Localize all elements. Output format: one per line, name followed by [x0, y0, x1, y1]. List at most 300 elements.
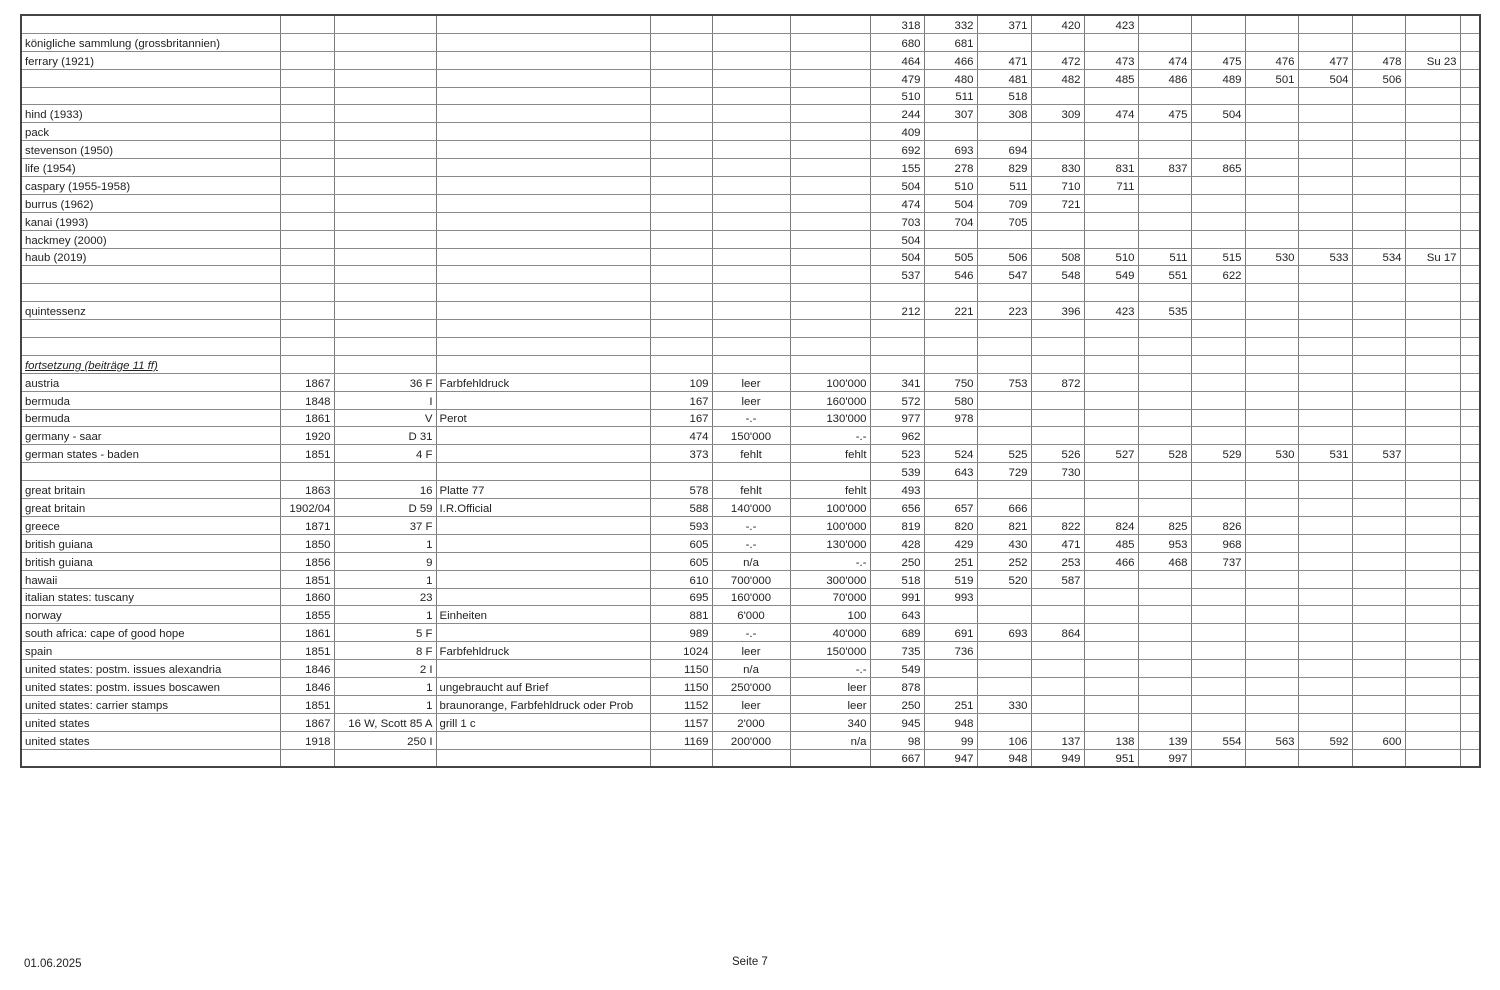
row-label-cell — [21, 338, 280, 356]
table-cell: 466 — [924, 51, 977, 69]
table-cell — [1138, 677, 1191, 695]
table-cell — [712, 105, 790, 123]
table-cell: Su 17 — [1405, 248, 1460, 266]
table-cell: 223 — [977, 302, 1031, 320]
table-cell: 656 — [870, 499, 924, 517]
table-cell — [436, 212, 650, 230]
table-row — [21, 302, 1480, 320]
table-cell — [1191, 624, 1245, 642]
table-cell: 100'000 — [790, 516, 870, 534]
sheet-body — [21, 15, 1480, 767]
table-cell — [1031, 284, 1084, 302]
table-cell — [280, 177, 334, 195]
table-cell: 695 — [650, 588, 712, 606]
table-cell — [1298, 15, 1352, 33]
table-cell — [436, 338, 650, 356]
table-cell: 4 F — [334, 445, 436, 463]
table-row — [21, 570, 1480, 588]
table-cell — [1352, 588, 1405, 606]
table-row — [21, 248, 1480, 266]
table-cell: 300'000 — [790, 570, 870, 588]
table-row — [21, 677, 1480, 695]
table-cell — [1084, 713, 1138, 731]
table-row — [21, 266, 1480, 284]
table-cell: -.- — [790, 552, 870, 570]
table-cell — [280, 248, 334, 266]
table-cell: leer — [790, 677, 870, 695]
table-cell — [436, 427, 650, 445]
table-cell — [1191, 463, 1245, 481]
table-cell — [1298, 355, 1352, 373]
table-cell — [977, 481, 1031, 499]
table-cell — [1460, 194, 1480, 212]
table-cell — [334, 302, 436, 320]
table-cell: 1152 — [650, 695, 712, 713]
table-cell — [712, 194, 790, 212]
table-cell — [924, 230, 977, 248]
table-cell: 23 — [334, 588, 436, 606]
table-cell — [712, 33, 790, 51]
table-cell — [1245, 499, 1298, 517]
table-cell: 1150 — [650, 660, 712, 678]
table-cell — [1191, 338, 1245, 356]
table-row — [21, 713, 1480, 731]
table-cell: 534 — [1352, 248, 1405, 266]
table-cell: 510 — [1084, 248, 1138, 266]
table-cell: 537 — [1352, 445, 1405, 463]
table-cell: 479 — [870, 69, 924, 87]
table-cell — [1352, 373, 1405, 391]
table-cell — [1460, 731, 1480, 749]
table-cell — [1191, 230, 1245, 248]
table-cell: 100'000 — [790, 499, 870, 517]
table-cell — [1138, 284, 1191, 302]
table-cell — [650, 230, 712, 248]
table-cell: 691 — [924, 624, 977, 642]
table-cell — [1191, 320, 1245, 338]
table-cell — [1405, 123, 1460, 141]
table-cell — [924, 338, 977, 356]
table-cell — [712, 87, 790, 105]
table-cell — [1352, 660, 1405, 678]
table-cell — [334, 266, 436, 284]
table-row — [21, 159, 1480, 177]
table-cell: 563 — [1245, 731, 1298, 749]
table-cell — [712, 749, 790, 767]
table-cell — [1245, 552, 1298, 570]
table-cell — [1084, 373, 1138, 391]
table-cell: 878 — [870, 677, 924, 695]
table-cell — [1352, 552, 1405, 570]
table-cell — [1298, 194, 1352, 212]
table-row — [21, 445, 1480, 463]
table-cell: 949 — [1031, 749, 1084, 767]
table-cell — [790, 33, 870, 51]
table-cell — [1405, 624, 1460, 642]
table-cell: fehlt — [712, 445, 790, 463]
table-cell: 1024 — [650, 642, 712, 660]
table-cell — [1031, 660, 1084, 678]
table-cell — [1298, 391, 1352, 409]
table-cell: 547 — [977, 266, 1031, 284]
table-cell — [280, 105, 334, 123]
table-cell: 643 — [870, 606, 924, 624]
table-cell: 429 — [924, 534, 977, 552]
row-label-cell: caspary (1955-1958) — [21, 177, 280, 195]
table-cell — [1460, 212, 1480, 230]
table-cell — [1031, 499, 1084, 517]
table-cell — [1031, 427, 1084, 445]
table-cell — [1191, 409, 1245, 427]
table-cell: 694 — [977, 141, 1031, 159]
row-label-cell: great britain — [21, 499, 280, 517]
table-cell — [1245, 141, 1298, 159]
table-row — [21, 588, 1480, 606]
table-cell — [1298, 177, 1352, 195]
table-cell: 480 — [924, 69, 977, 87]
row-label-cell: fortsetzung (beiträge 11 ff) — [21, 355, 280, 373]
table-cell — [436, 660, 650, 678]
table-cell: 2 I — [334, 660, 436, 678]
table-cell: 588 — [650, 499, 712, 517]
table-cell — [924, 427, 977, 445]
table-cell — [1460, 695, 1480, 713]
table-cell — [1298, 624, 1352, 642]
table-cell: 977 — [870, 409, 924, 427]
table-cell — [1245, 87, 1298, 105]
table-cell — [1298, 570, 1352, 588]
table-cell: 371 — [977, 15, 1031, 33]
table-cell — [280, 463, 334, 481]
table-cell: 16 — [334, 481, 436, 499]
table-cell — [1245, 212, 1298, 230]
table-cell: 70'000 — [790, 588, 870, 606]
table-cell — [712, 302, 790, 320]
table-cell — [1191, 427, 1245, 445]
table-cell — [712, 212, 790, 230]
table-cell — [790, 141, 870, 159]
table-cell — [1460, 105, 1480, 123]
table-cell: 693 — [924, 141, 977, 159]
table-cell — [280, 33, 334, 51]
table-cell — [870, 338, 924, 356]
table-cell — [1298, 588, 1352, 606]
table-cell — [1031, 713, 1084, 731]
table-cell — [1031, 606, 1084, 624]
table-cell: 505 — [924, 248, 977, 266]
table-cell: 572 — [870, 391, 924, 409]
table-cell: 1920 — [280, 427, 334, 445]
table-cell — [1191, 677, 1245, 695]
table-cell: leer — [712, 391, 790, 409]
table-cell — [712, 338, 790, 356]
table-cell — [1460, 355, 1480, 373]
table-cell — [1245, 695, 1298, 713]
table-cell — [280, 194, 334, 212]
sheet-table — [20, 14, 1481, 768]
table-cell: 1863 — [280, 481, 334, 499]
table-cell — [334, 194, 436, 212]
table-cell: 318 — [870, 15, 924, 33]
table-cell — [1405, 570, 1460, 588]
table-cell — [1191, 15, 1245, 33]
table-cell — [1245, 105, 1298, 123]
table-cell: 474 — [1138, 51, 1191, 69]
table-cell: 139 — [1138, 731, 1191, 749]
table-cell: 474 — [870, 194, 924, 212]
row-label-cell: austria — [21, 373, 280, 391]
table-cell: 100 — [790, 606, 870, 624]
table-cell: 530 — [1245, 445, 1298, 463]
table-cell — [1460, 642, 1480, 660]
table-cell: 515 — [1191, 248, 1245, 266]
table-cell — [1405, 534, 1460, 552]
row-label-cell: hind (1933) — [21, 105, 280, 123]
row-label-cell — [21, 69, 280, 87]
row-label-cell: greece — [21, 516, 280, 534]
table-cell — [977, 123, 1031, 141]
table-cell — [1405, 445, 1460, 463]
table-cell — [1460, 481, 1480, 499]
table-cell — [790, 51, 870, 69]
table-cell: 167 — [650, 391, 712, 409]
table-cell — [1460, 320, 1480, 338]
table-cell — [1138, 212, 1191, 230]
table-cell: 1867 — [280, 713, 334, 731]
table-cell — [650, 33, 712, 51]
table-cell — [1031, 141, 1084, 159]
table-cell — [1084, 33, 1138, 51]
table-cell — [1405, 105, 1460, 123]
row-label-cell: bermuda — [21, 391, 280, 409]
table-cell — [790, 194, 870, 212]
table-cell: 527 — [1084, 445, 1138, 463]
table-cell — [870, 355, 924, 373]
table-cell — [1031, 588, 1084, 606]
table-cell: 1 — [334, 606, 436, 624]
table-cell — [1138, 33, 1191, 51]
table-cell — [1405, 695, 1460, 713]
table-cell — [650, 69, 712, 87]
table-cell: 692 — [870, 141, 924, 159]
table-cell: 253 — [1031, 552, 1084, 570]
table-cell — [1405, 749, 1460, 767]
table-cell: 865 — [1191, 159, 1245, 177]
table-cell — [1460, 141, 1480, 159]
table-cell: n/a — [790, 731, 870, 749]
table-cell — [712, 159, 790, 177]
table-cell — [1298, 320, 1352, 338]
table-cell — [650, 302, 712, 320]
table-cell — [1298, 606, 1352, 624]
table-row — [21, 69, 1480, 87]
table-cell — [1460, 302, 1480, 320]
table-cell: 476 — [1245, 51, 1298, 69]
table-cell — [334, 159, 436, 177]
table-cell: 373 — [650, 445, 712, 463]
table-cell: ungebraucht auf Brief — [436, 677, 650, 695]
table-cell — [1084, 284, 1138, 302]
table-cell — [790, 248, 870, 266]
table-cell — [280, 159, 334, 177]
table-cell — [436, 302, 650, 320]
table-cell — [1084, 123, 1138, 141]
table-cell — [650, 320, 712, 338]
row-label-cell: spain — [21, 642, 280, 660]
table-cell: 881 — [650, 606, 712, 624]
table-cell — [1298, 105, 1352, 123]
table-cell — [1352, 212, 1405, 230]
table-cell: 530 — [1245, 248, 1298, 266]
table-cell: leer — [712, 373, 790, 391]
table-cell: braunorange, Farbfehldruck oder Prob — [436, 695, 650, 713]
table-cell: 993 — [924, 588, 977, 606]
table-cell: 519 — [924, 570, 977, 588]
table-cell — [1084, 87, 1138, 105]
table-cell — [436, 177, 650, 195]
table-cell — [1460, 230, 1480, 248]
table-cell — [1138, 123, 1191, 141]
table-cell — [1460, 445, 1480, 463]
table-cell: 251 — [924, 552, 977, 570]
table-cell — [1245, 534, 1298, 552]
row-label-cell: great britain — [21, 481, 280, 499]
row-label-cell: united states — [21, 713, 280, 731]
table-cell — [1138, 606, 1191, 624]
table-cell — [436, 87, 650, 105]
table-cell: 528 — [1138, 445, 1191, 463]
table-cell — [1298, 212, 1352, 230]
table-cell — [712, 355, 790, 373]
table-cell — [334, 212, 436, 230]
table-cell — [1405, 266, 1460, 284]
table-cell — [1298, 266, 1352, 284]
table-cell — [1405, 552, 1460, 570]
table-cell — [1298, 123, 1352, 141]
table-cell — [1191, 373, 1245, 391]
table-cell: 250 — [870, 552, 924, 570]
row-label-cell: life (1954) — [21, 159, 280, 177]
table-cell — [1138, 624, 1191, 642]
table-cell: 140'000 — [712, 499, 790, 517]
table-cell: 341 — [870, 373, 924, 391]
table-cell — [1352, 105, 1405, 123]
table-cell — [1138, 373, 1191, 391]
table-cell — [1245, 266, 1298, 284]
table-cell — [1405, 660, 1460, 678]
table-cell: 978 — [924, 409, 977, 427]
table-cell: 968 — [1191, 534, 1245, 552]
table-cell — [1138, 713, 1191, 731]
table-cell — [280, 123, 334, 141]
table-cell — [1084, 606, 1138, 624]
table-cell — [1191, 284, 1245, 302]
table-cell — [1084, 463, 1138, 481]
table-cell — [977, 588, 1031, 606]
table-cell — [1084, 320, 1138, 338]
table-cell — [1084, 660, 1138, 678]
table-cell: 98 — [870, 731, 924, 749]
table-cell — [1031, 212, 1084, 230]
table-cell: 830 — [1031, 159, 1084, 177]
table-cell — [1245, 660, 1298, 678]
table-cell: 1855 — [280, 606, 334, 624]
table-cell — [1352, 194, 1405, 212]
table-cell — [1138, 642, 1191, 660]
table-cell — [1031, 409, 1084, 427]
table-cell: Su 23 — [1405, 51, 1460, 69]
table-cell — [1138, 499, 1191, 517]
table-cell — [1298, 463, 1352, 481]
table-cell — [1245, 391, 1298, 409]
table-cell: 831 — [1084, 159, 1138, 177]
table-cell — [1460, 123, 1480, 141]
table-cell: 508 — [1031, 248, 1084, 266]
table-cell — [1298, 159, 1352, 177]
table-cell — [1405, 33, 1460, 51]
table-cell: 953 — [1138, 534, 1191, 552]
table-cell — [1352, 677, 1405, 695]
row-label-cell — [21, 87, 280, 105]
table-cell — [1084, 409, 1138, 427]
table-cell — [1405, 302, 1460, 320]
table-cell — [436, 248, 650, 266]
table-row — [21, 212, 1480, 230]
table-cell — [1352, 33, 1405, 51]
table-row — [21, 15, 1480, 33]
table-cell: 524 — [924, 445, 977, 463]
table-cell — [1031, 355, 1084, 373]
table-cell: 549 — [1084, 266, 1138, 284]
table-cell — [1191, 33, 1245, 51]
table-cell — [650, 177, 712, 195]
table-cell: 504 — [1298, 69, 1352, 87]
table-cell: 1 — [334, 695, 436, 713]
table-cell: -.- — [790, 427, 870, 445]
table-cell: 100'000 — [790, 373, 870, 391]
table-cell — [1460, 624, 1480, 642]
table-cell — [436, 320, 650, 338]
table-cell — [1352, 141, 1405, 159]
table-cell: 551 — [1138, 266, 1191, 284]
table-cell — [1460, 713, 1480, 731]
table-cell — [1405, 320, 1460, 338]
table-cell — [1298, 338, 1352, 356]
table-cell — [1460, 427, 1480, 445]
table-cell: Platte 77 — [436, 481, 650, 499]
table-cell: 485 — [1084, 69, 1138, 87]
table-row — [21, 355, 1480, 373]
table-cell — [1084, 141, 1138, 159]
table-cell — [790, 355, 870, 373]
table-cell — [1191, 302, 1245, 320]
table-cell — [1460, 266, 1480, 284]
table-cell — [1084, 427, 1138, 445]
table-cell — [1191, 588, 1245, 606]
table-cell — [334, 320, 436, 338]
table-cell: 250 I — [334, 731, 436, 749]
table-cell: 1169 — [650, 731, 712, 749]
table-cell — [280, 230, 334, 248]
table-cell — [1460, 248, 1480, 266]
table-cell — [924, 660, 977, 678]
table-cell — [924, 123, 977, 141]
table-cell: 554 — [1191, 731, 1245, 749]
row-label-cell: united states: postm. issues alexandria — [21, 660, 280, 678]
table-cell — [1245, 194, 1298, 212]
table-cell — [1138, 463, 1191, 481]
table-cell — [1352, 284, 1405, 302]
